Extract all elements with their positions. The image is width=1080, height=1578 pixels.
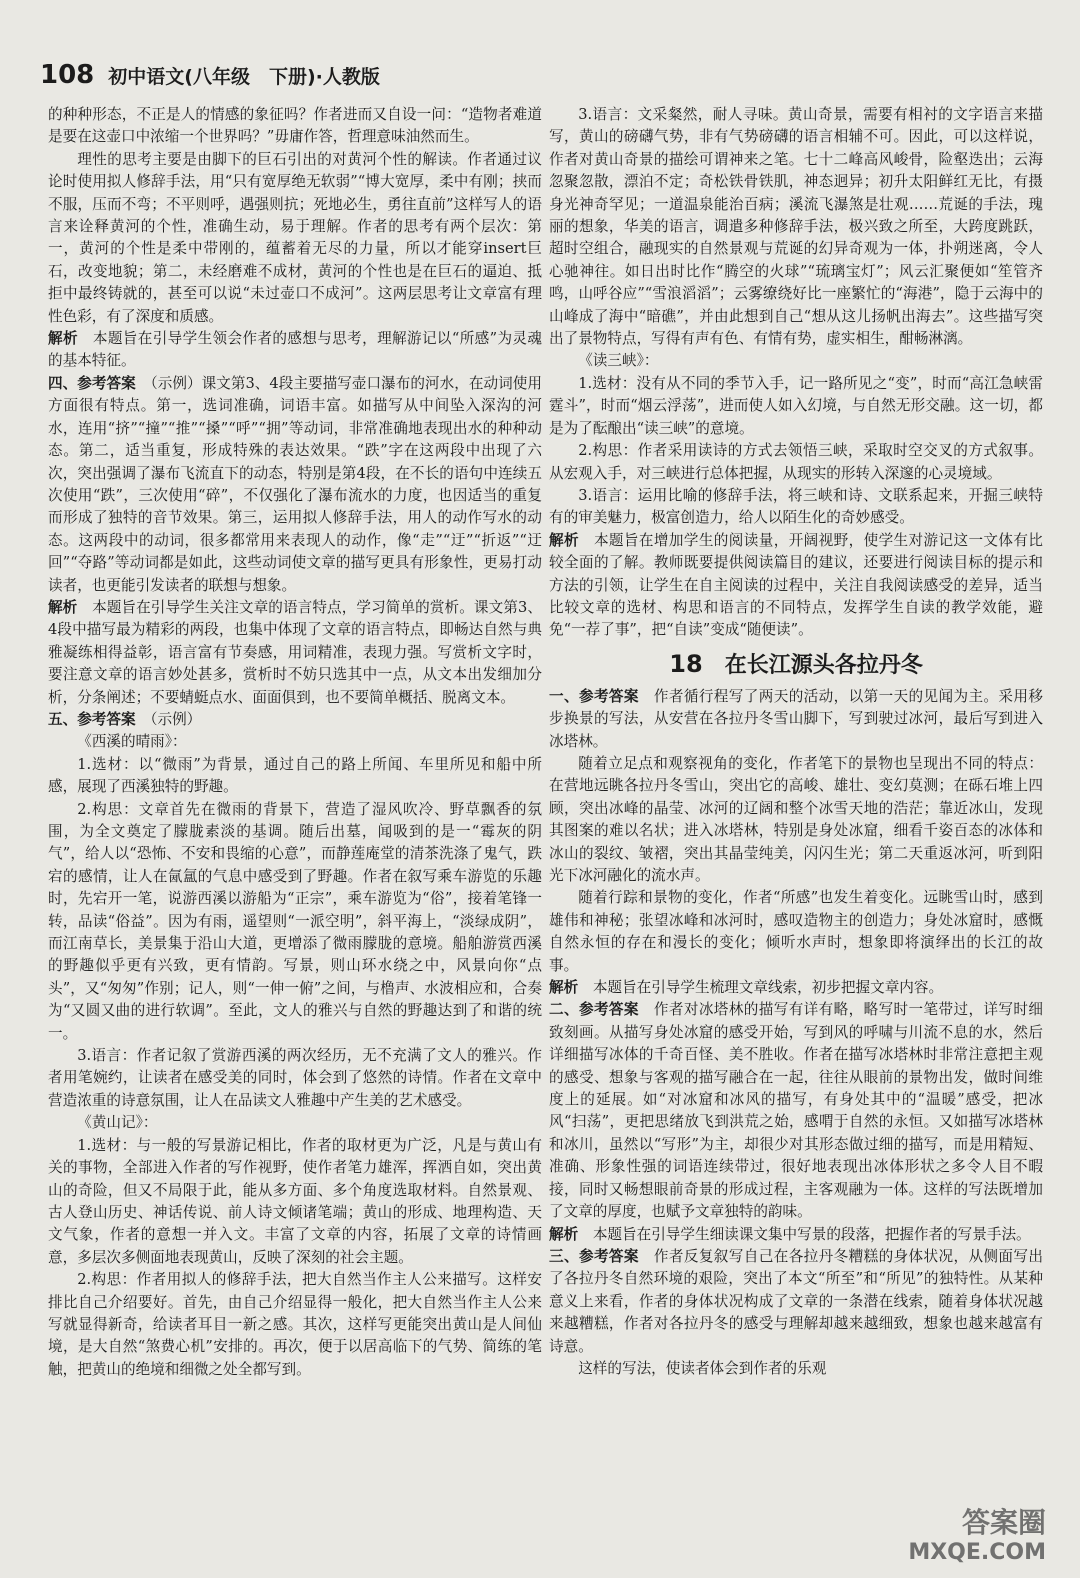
analysis-block bbox=[549, 977, 1043, 999]
watermark-text: 答案圈 bbox=[961, 1506, 1046, 1539]
page-number: 108 bbox=[40, 60, 95, 90]
paragraph: 2.构思：作者采用读诗的方式去领悟三峡，采取时空交叉的方式叙事。从宏观入手，对三峡进行总体把握，从现实的形转入深邃的心灵境域。 bbox=[549, 442, 1043, 482]
analysis-block bbox=[48, 328, 542, 373]
answer-block-3 bbox=[549, 1246, 1043, 1358]
chapter-heading bbox=[549, 648, 1043, 682]
page-header bbox=[40, 60, 380, 92]
paragraph: 的种种形态，不正是人的情感的象征吗？作者进而又自设一问：“造物者难道是要在这壶口中浓缩一个世界吗？”毋庸作答，哲理意味油然而生。 bbox=[48, 106, 542, 146]
analysis-block bbox=[48, 597, 542, 709]
analysis-text: 本题旨在引导学生梳理文章线索，初步把握文章内容。 bbox=[592, 979, 944, 997]
chapter-number: 18 bbox=[669, 649, 703, 678]
analysis-text: 本题旨在增加学生的阅读量，开阔视野，使学生对游记这一文体有比较全面的了解。教师既要提供阅读篇目的建议，还要进行阅读目标的提示和方法的引领，让学生在自主阅读的过程中，关注自我阅读感受的差异，适当比较文章的选材、构思和语言的不同特点，发挥学生自读的教学效能，避免“一荐了事”，把“自读”变成“随便读”。 bbox=[549, 531, 1043, 639]
paragraph: 3.语言：作者记叙了赏游西溪的两次经历，无不充满了文人的雅兴。作者用笔婉约，让读者在感受美的同时，体会到了悠然的诗情。作者在文章中营造浓重的诗意氛围，让人在品读文人雅趣中产生美的艺术感受。 bbox=[48, 1047, 542, 1109]
analysis-text: 本题旨在引导学生关注文章的语言特点，学习简单的赏析。课文第3、4段中描写最为精彩的两段，也集中体现了文章的语言特点，即畅达自然与典雅凝练相得益彰，语言富有节奏感，用词精准，表现力强。写赏析文字时，要注意文章的语言妙处甚多，赏析时不妨只选其中一点，从文本出发细加分析，分条阐述；不要蜻蜓点水、面面俱到，也不要简单概括、脱离文本。 bbox=[48, 598, 542, 706]
analysis-text: 本题旨在引导学生领会作者的感想与思考，理解游记以“所感”为灵魂的基本特征。 bbox=[48, 330, 542, 370]
paragraph: 1.选材：与一般的写景游记相比，作者的取材更为广泛，凡是与黄山有关的事物，全部进入作者的写作视野，使作者笔力雄浑，挥洒自如，突出黄山的奇险，但又不局限于此，能从多方面、多个角度选取材料。自然景观、古人登山历史、神话传说、前人诗文倾诸笔端；黄山的形成、地理构造、天文气象，作者的意想一并入文。丰富了文章的内容，拓展了文章的诗情画意，多层次多侧面地表现黄山，反映了深刻的社会主题。 bbox=[48, 1136, 542, 1266]
answer-text: （示例）课文第3、4段主要描写壶口瀑布的河水，在动词使用方面很有特点。第一，选词准确，词语丰富。如描写从中间坠入深沟的河水，连用“挤”“撞”“推”“搡”“呼”“拥”等动词，非常准确地表现出水的种种动态。第二，适当重复，形成特殊的表达效果。“跌”字在这两段中出现了六次，突出强调了瀑布飞流直下的动态，特别是第4段，在不长的语句中连续五次使用“跌”，三次使用“碎”，不仅强化了瀑布流水的力度，也因适当的重复而形成了独特的音节效果。第三，运用拟人修辞手法，用人的动作写水的动态。这两段中的动词，很多都常用来表现人的动作，像“走”“迂”“折返”“迂回”“夺路”等动词都是如此，这些动词使文章的描写更具有形象性，更易打动读者，也更能引发读者的联想与想象。 bbox=[48, 374, 542, 594]
answer-block-1 bbox=[549, 686, 1043, 753]
paragraph: 3.语言：运用比喻的修辞手法，将三峡和诗、文联系起来，开掘三峡特有的审美魅力，极富创造力，给人以陌生化的奇妙感受。 bbox=[549, 486, 1043, 527]
paragraph: 随着立足点和观察视角的变化，作者笔下的景物也呈现出不同的特点：在营地远眺各拉丹冬雪山，突出它的高峻、雄壮、变幻莫测；在砾石堆上四顾，突出冰峰的晶莹、冰河的辽阔和整个冰雪天地的浩茫；靠近冰山，发现其图案的难以名状；进入冰塔林，特别是身处冰窟，细看千姿百态的冰体和冰山的裂纹、皱褶，突出其晶莹纯美，闪闪生光；第二天重返冰河，听到阳光下冰河融化的流水声。 bbox=[549, 754, 1043, 884]
paragraph: 2.构思：文章首先在微雨的背景下，营造了湿风吹冷、野草飘香的氛围，为全文奠定了朦胧素淡的基调。随后出墓，闻吸到的是一“霉灰的阴气”，给人以“恐怖、不安和畏缩的心意”，而静莲庵堂的清茶洗涤了鬼气，跌宕的感情，让人在氤氲的气息中感受到了野趣。作者在叙写乘车游览的乐趣时，先宕开一笔，说游西溪以游船为“正宗”，乘车游览为“俗”，接着笔锋一转，品读“俗益”。因为有雨，遥望则“一派空明”，斜平海上，“淡绿成阴”，而江南草长，美景集于沿山大道，更增添了微雨朦胧的意境。船舶游赏西溪的野趣似乎更有兴致，更有情韵。写景，则山环水绕之中，风景向你“点头”，又“匆匆”作别；记人，则“一伸一俯”之间，与橹声、水波相应和，合奏为“又圆又曲的进行软调”。至此，文人的雅兴与自然的野趣达到了和谐的统一。 bbox=[48, 800, 542, 1042]
answer-label: 五、参考答案 bbox=[48, 710, 136, 728]
answer-text: 作者反复叙写自己在各拉丹冬糟糕的身体状况，从侧面写出了各拉丹冬自然环境的艰险，突出了本文“所至”和“所见”的独特性。从某种意义上来看，作者的身体状况构成了文章的一条潜在线索，随着身体状况越来越糟糕，作者对各拉丹冬的感受与理解却越来越细致，想象也越来越富有诗意。 bbox=[549, 1247, 1043, 1355]
left-column bbox=[48, 104, 542, 1381]
analysis-block bbox=[549, 530, 1043, 642]
analysis-text: 本题旨在引导学生细读课文集中写景的段落，把握作者的写景手法。 bbox=[592, 1225, 1031, 1243]
analysis-label: 解析 bbox=[549, 531, 579, 549]
paragraph: 这样的写法，使读者体会到作者的乐观 bbox=[578, 1359, 827, 1377]
answer-block-2 bbox=[549, 999, 1043, 1223]
work-title: 《黄山记》： bbox=[77, 1114, 158, 1132]
answer-text: 作者对冰塔林的描写有详有略，略写时一笔带过，详写时细致刻画。从描写身处冰窟的感受开始，写到风的呼啸与川流不息的水，然后详细描写冰体的千奇百怪、美不胜收。作者在描写冰塔林时非常注意把主观的感受、想象与客观的描写融合在一起，往往从眼前的景物出发，做时间维度上的延展。如“对冰窟和冰风的描写，有身处其中的“温暖”感受，把冰风“扫荡”，更把思绪放飞到洪荒之始，感喟于自然的永恒。又如描写冰塔林和冰川，虽然以“写形”为主，却很少对其形态做过细的描写，而是用精短、准确、形象性强的词语连续带过，很好地表现出冰体形状之多令人目不暇接，同时又畅想眼前奇景的形成过程，主客观融为一体。这样的写法既增加了文章的厚度，也赋予文章独特的韵味。 bbox=[549, 1001, 1043, 1221]
right-column bbox=[549, 104, 1043, 1380]
answer-text: （示例） bbox=[150, 710, 202, 728]
book-title: 初中语文(八年级 下册)·人教版 bbox=[108, 66, 380, 88]
paragraph: 理性的思考主要是由脚下的巨石引出的对黄河个性的解读。作者通过议论时使用拟人修辞手法，用“只有宽厚绝无软弱”“博大宽厚，柔中有刚；挟而不服，压而不弯；不平则呼，遇强则抗；死地必生，勇往直前”这样写人的语言来诠释黄河的个性，准确生动，易于理解。作者的思考有两个层次：第一，黄河的个性是柔中带刚的，蕴蓄着无尽的力量，所以才能穿insert巨石，改变地貌；第二，未经磨难不成材，黄河的个性也是在巨石的逼迫、抵拒中最终铸就的，甚至可以说“未过壶口不成河”。这两层思考让文章富有理性色彩，有了深度和质感。 bbox=[48, 150, 542, 325]
analysis-label: 解析 bbox=[48, 330, 78, 348]
analysis-block bbox=[549, 1224, 1043, 1246]
paragraph: 随着行踪和景物的变化，作者“所感”也发生着变化。远眺雪山时，感到雄伟和神秘；张望冰峰和冰河时，感叹造物主的创造力；身处冰窟时，感慨自然永恒的存在和漫长的变化；倾听水声时，想象即将演绎出的长江的故事。 bbox=[549, 889, 1043, 974]
answer-label: 二、参考答案 bbox=[549, 1001, 639, 1019]
paragraph: 1.选材：以“微雨”为背景，通过自己的路上所闻、车里所见和船中所感，展现了西溪独特的野趣。 bbox=[48, 755, 542, 796]
answer-label: 一、参考答案 bbox=[549, 687, 639, 705]
answer-label: 三、参考答案 bbox=[549, 1247, 639, 1265]
analysis-label: 解析 bbox=[549, 1225, 579, 1243]
work-title: 《西溪的晴雨》： bbox=[77, 733, 187, 751]
watermark-logo bbox=[908, 1508, 1046, 1568]
answer-label: 四、参考答案 bbox=[48, 374, 136, 392]
paragraph: 3.语言：文采粲然，耐人寻味。黄山奇景，需要有相衬的文字语言来描写，黄山的磅礴气势，非有气势磅礴的语言相辅不可。因此，可以这样说，作者对黄山奇景的描绘可谓神来之笔。七十二峰高风峻骨，险壑迭出；云海忽聚忽散，漂泊不定；奇松铁骨铁肌，神态迥异；初升太阳鲜红无比，有摄身光神奇罕见；一道温泉能治百病；溪流飞瀑煞是壮观……荒诞的手法，瑰丽的想象，华美的语言，调遣多种修辞手法，极兴致之所至，大跨度跳跃，超时空组合，融现实的自然景观与荒诞的幻异奇观为一体，扑朔迷离，令人心驰神往。如日出时比作“腾空的火球”“琉璃宝灯”；风云汇聚便如“笙管齐鸣，山呼谷应”“雪浪滔滔”；云雾缭绕好比一座繁忙的“海港”，隐于云海中的山峰成了海中“暗礁”，并由此想到自己“想从这儿扬帆出海去”。这些描写突出了景物特点，写得有声有色、有情有势，虚实相生，酣畅淋漓。 bbox=[549, 106, 1043, 348]
work-title: 《读三峡》： bbox=[578, 352, 659, 370]
chapter-title: 在长江源头各拉丹冬 bbox=[724, 652, 923, 678]
analysis-label: 解析 bbox=[48, 598, 78, 616]
analysis-label: 解析 bbox=[549, 979, 579, 997]
answer-block-5 bbox=[48, 709, 542, 731]
paragraph: 2.构思：作者用拟人的修辞手法，把大自然当作主人公来描写。这样安排比自己介绍要好。首先，由自己介绍显得一般化，把大自然当作主人公来写就显得新奇，给读者耳目一新之感。其次，这样写更能突出黄山是人间仙境，是大自然“煞费心机”安排的。再次，便于以居高临下的气势、简练的笔触，把黄山的绝境和细微之处全都写到。 bbox=[48, 1271, 542, 1378]
answer-block-4 bbox=[48, 373, 542, 597]
answer-text: 作者循行程写了两天的活动，以第一天的见闻为主。采用移步换景的写法，从安营在各拉丹冬雪山脚下，写到驶过冰河，最后写到进入冰塔林。 bbox=[549, 687, 1043, 750]
paragraph: 1.选材：没有从不同的季节入手，记一路所见之“变”，时而“高江急峡雷霆斗”，时而“烟云浮荡”，进而使人如入幻境，与自然无形交融。这一切，都是为了酝酿出“读三峡”的意境。 bbox=[549, 374, 1043, 437]
watermark-url: MXQE.COM bbox=[908, 1540, 1046, 1565]
